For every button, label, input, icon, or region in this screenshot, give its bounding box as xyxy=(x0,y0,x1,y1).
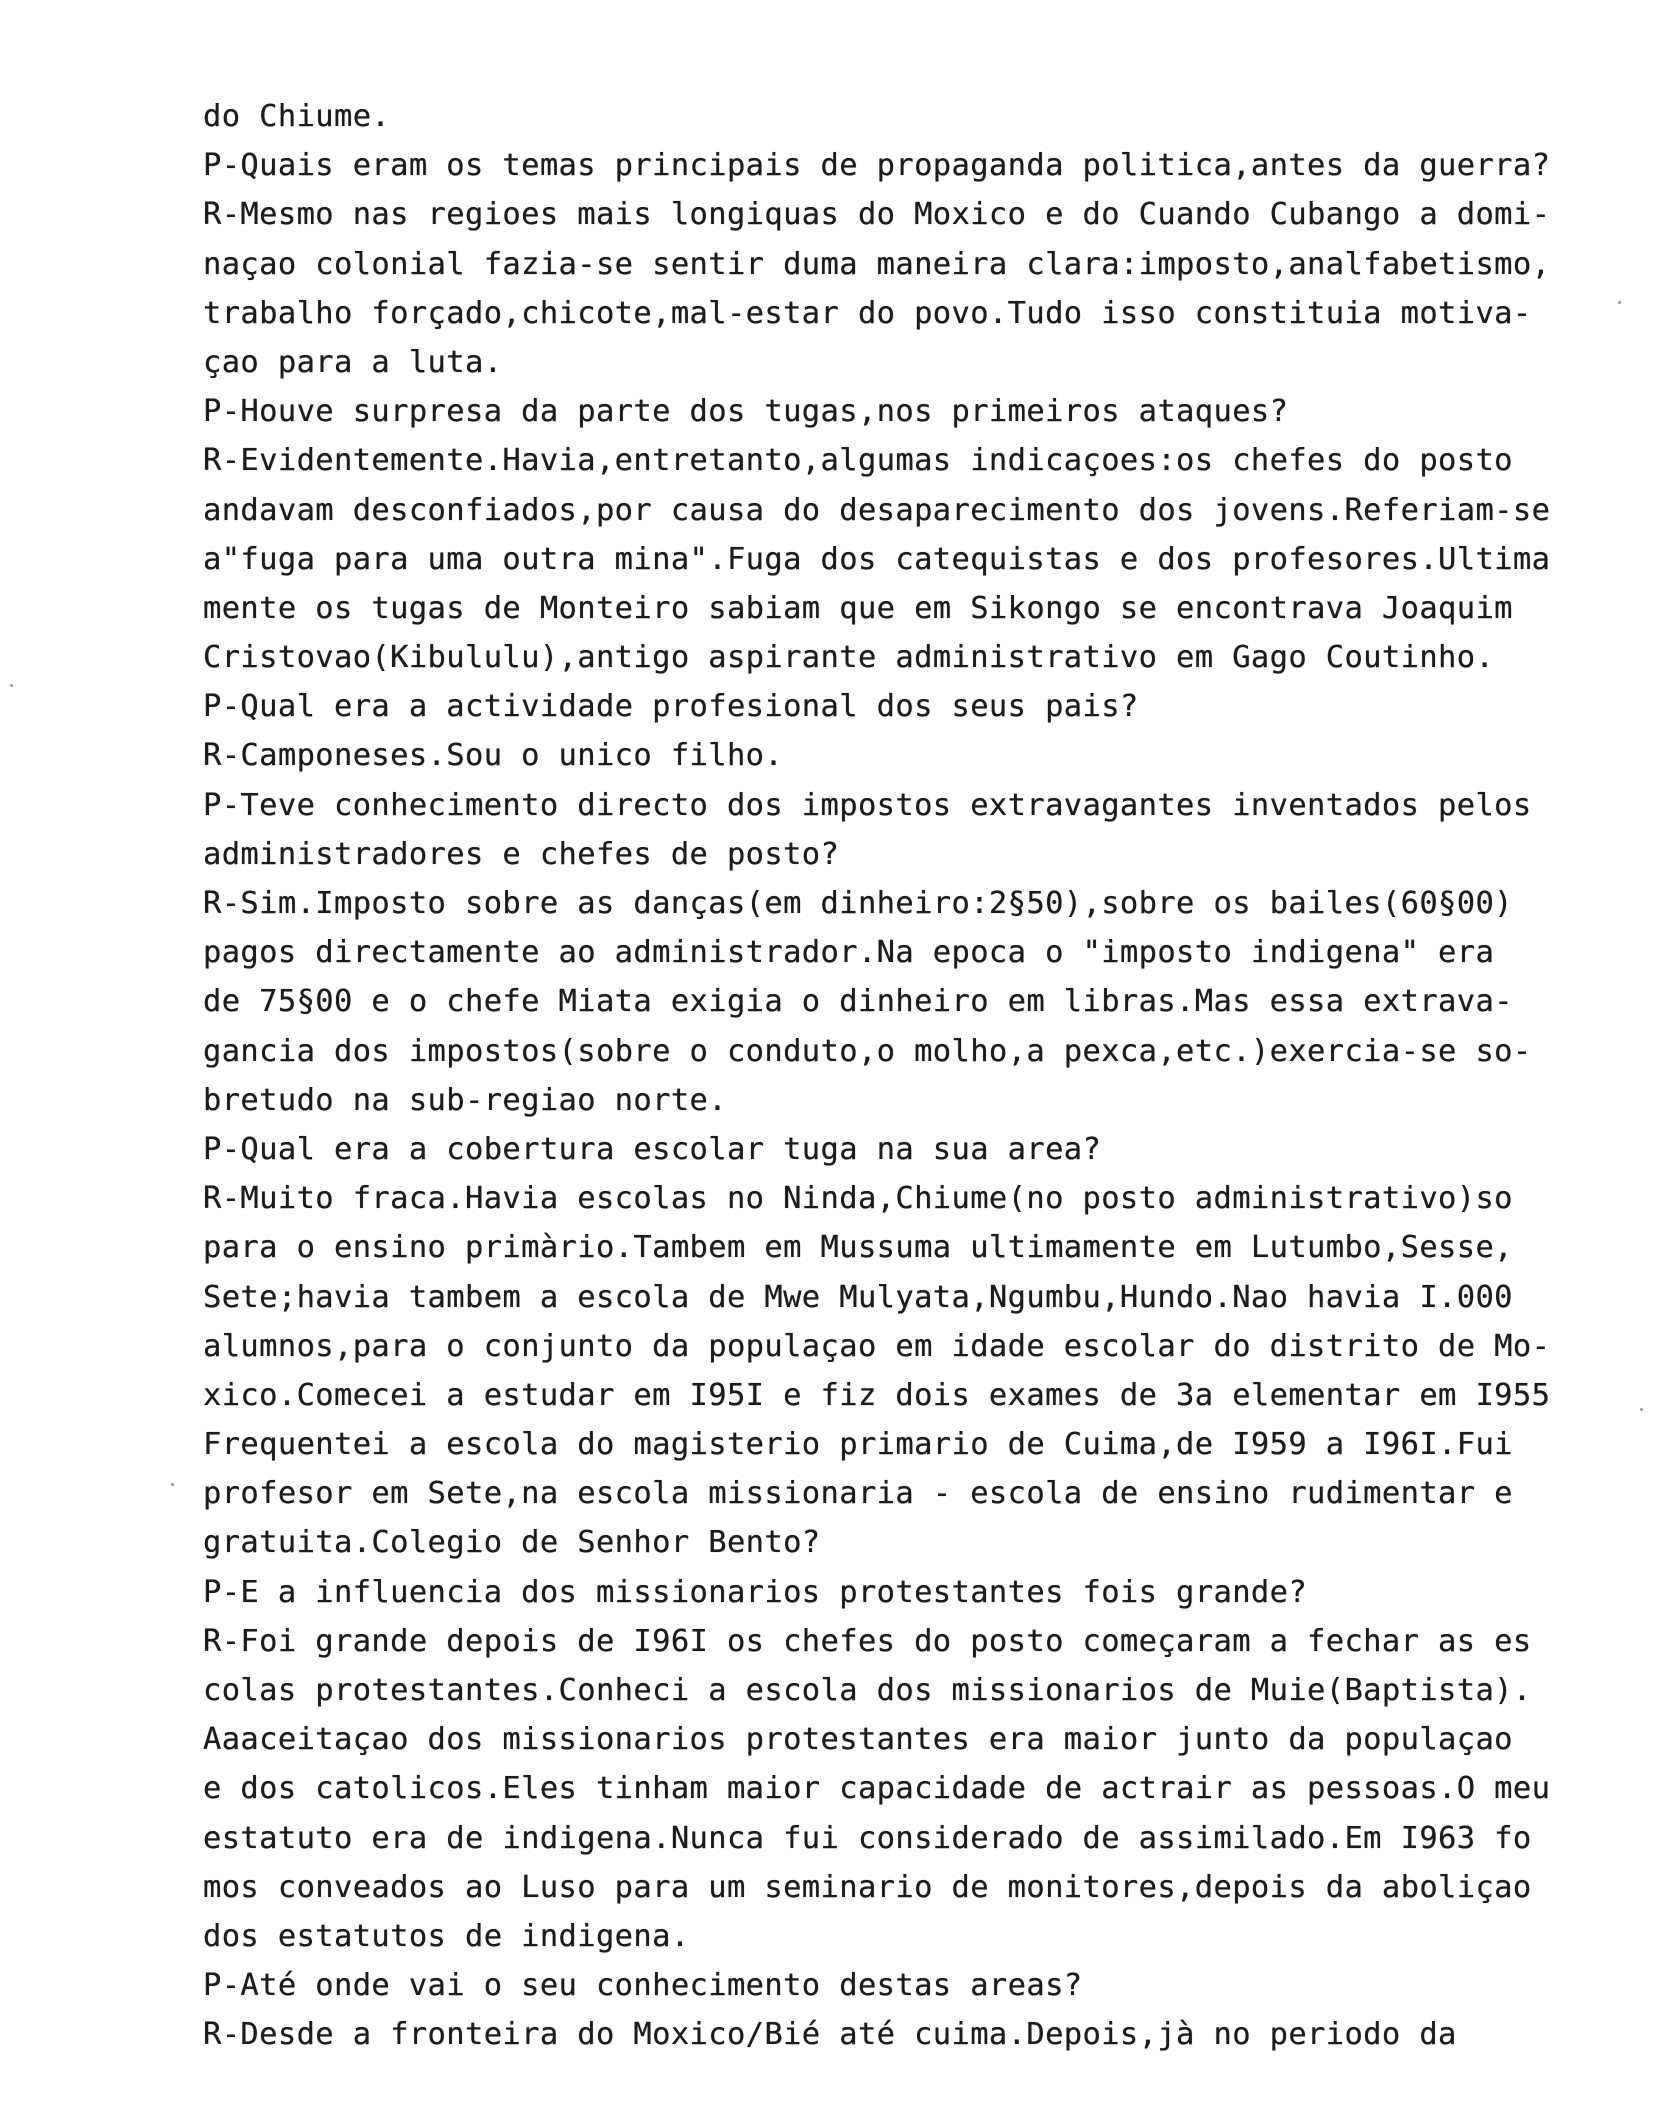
text-line: çao para a luta. xyxy=(203,344,503,380)
text-line: de 75§00 e o chefe Miata exigia o dinheiro em libras.Mas essa extrava- xyxy=(203,984,1513,1020)
paper-speck xyxy=(171,1483,174,1486)
text-line: administradores e chefes de posto? xyxy=(203,836,840,872)
text-line: Sete;havia tambem a escola de Mwe Mulyata,Ngumbu,Hundo.Nao havia I.000 xyxy=(203,1279,1513,1315)
text-line: profesor em Sete,na escola missionaria - escola de ensino rudimentar e xyxy=(203,1476,1513,1512)
text-line: Frequentei a escola do magisterio primario de Cuima,de I959 a I96I.Fui xyxy=(203,1427,1513,1463)
question-line: P-Houve surpresa da parte dos tugas,nos primeiros ataques? xyxy=(203,394,1289,430)
text-line: para o ensino primàrio.Tambem em Mussuma ultimamente em Lutumbo,Sesse, xyxy=(203,1230,1513,1266)
text-line: gratuita.Colegio de Senhor Bento? xyxy=(203,1525,821,1561)
answer-line: R-Sim.Imposto sobre as danças(em dinheiro:2§50),sobre os bailes(60§00) xyxy=(203,886,1513,921)
interview-transcript xyxy=(203,92,1643,2060)
answer-line: R-Evidentemente.Havia,entretanto,algumas indicaçoes:os chefes do posto xyxy=(203,443,1513,479)
question-line: P-Quais eram os temas principais de propaganda politica,antes da guerra? xyxy=(203,148,1551,184)
question-line: P-Até onde vai o seu conhecimento destas areas? xyxy=(203,1968,1083,2004)
question-line: P-Teve conhecimento directo dos impostos extravagantes inventados pelos xyxy=(203,787,1532,823)
text-line: xico.Comecei a estudar em I95I e fiz dois exames de 3a elementar em I955 xyxy=(203,1377,1551,1413)
question-line: P-Qual era a cobertura escolar tuga na sua area? xyxy=(203,1131,1102,1167)
text-line: mente os tugas de Monteiro sabiam que em Sikongo se encontrava Joaquim xyxy=(203,590,1513,626)
text-line: trabalho forçado,chicote,mal-estar do povo.Tudo isso constituia motiva- xyxy=(203,295,1532,331)
text-line: e dos catolicos.Eles tinham maior capacidade de actrair as pessoas.O meu xyxy=(203,1771,1551,1807)
answer-line: R-Camponeses.Sou o unico filho. xyxy=(203,738,784,774)
text-line: colas protestantes.Conheci a escola dos missionarios de Muie(Baptista). xyxy=(203,1673,1532,1708)
text-line: andavam desconfiados,por causa do desaparecimento dos jovens.Referiam-se xyxy=(203,492,1551,528)
text-line: estatuto era de indigena.Nunca fui considerado de assimilado.Em I963 fo xyxy=(203,1820,1532,1856)
text-line: Cristovao(Kibululu),antigo aspirante administrativo em Gago Coutinho. xyxy=(203,640,1495,676)
text-line: dos estatutos de indigena. xyxy=(203,1918,690,1954)
text-line: bretudo na sub-regiao norte. xyxy=(203,1082,727,1118)
paper-speck xyxy=(1640,1408,1643,1411)
question-line: P-Qual era a actividade profesional dos seus pais? xyxy=(203,689,1139,725)
answer-line: R-Desde a fronteira do Moxico/Bié até cuima.Depois,jà no periodo da xyxy=(203,2017,1457,2053)
text-line: do Chiume. xyxy=(203,99,391,134)
text-line: pagos directamente ao administrador.Na epoca o "imposto indigena" era xyxy=(203,935,1495,971)
answer-line: R-Mesmo nas regioes mais longiquas do Moxico e do Cuando Cubango a domi- xyxy=(203,197,1551,233)
text-line: a"fuga para uma outra mina".Fuga dos catequistas e dos profesores.Ultima xyxy=(203,541,1551,577)
paper-speck xyxy=(10,684,13,687)
answer-line: R-Foi grande depois de I96I os chefes do posto começaram a fechar as es xyxy=(203,1623,1532,1659)
text-line: gancia dos impostos(sobre o conduto,o molho,a pexca,etc.)exercia-se so- xyxy=(203,1033,1532,1069)
text-line: mos conveados ao Luso para um seminario de monitores,depois da aboliçao xyxy=(203,1869,1532,1905)
paper-speck xyxy=(1618,301,1621,304)
text-line: Aaaceitaçao dos missionarios protestantes era maior junto da populaçao xyxy=(203,1722,1513,1758)
text-line: alumnos,para o conjunto da populaçao em idade escolar do distrito de Mo- xyxy=(203,1328,1551,1364)
text-line: naçao colonial fazia-se sentir duma maneira clara:imposto,analfabetismo, xyxy=(203,246,1551,282)
answer-line: R-Muito fraca.Havia escolas no Ninda,Chiume(no posto administrativo)so xyxy=(203,1181,1513,1217)
question-line: P-E a influencia dos missionarios protestantes fois grande? xyxy=(203,1574,1308,1610)
